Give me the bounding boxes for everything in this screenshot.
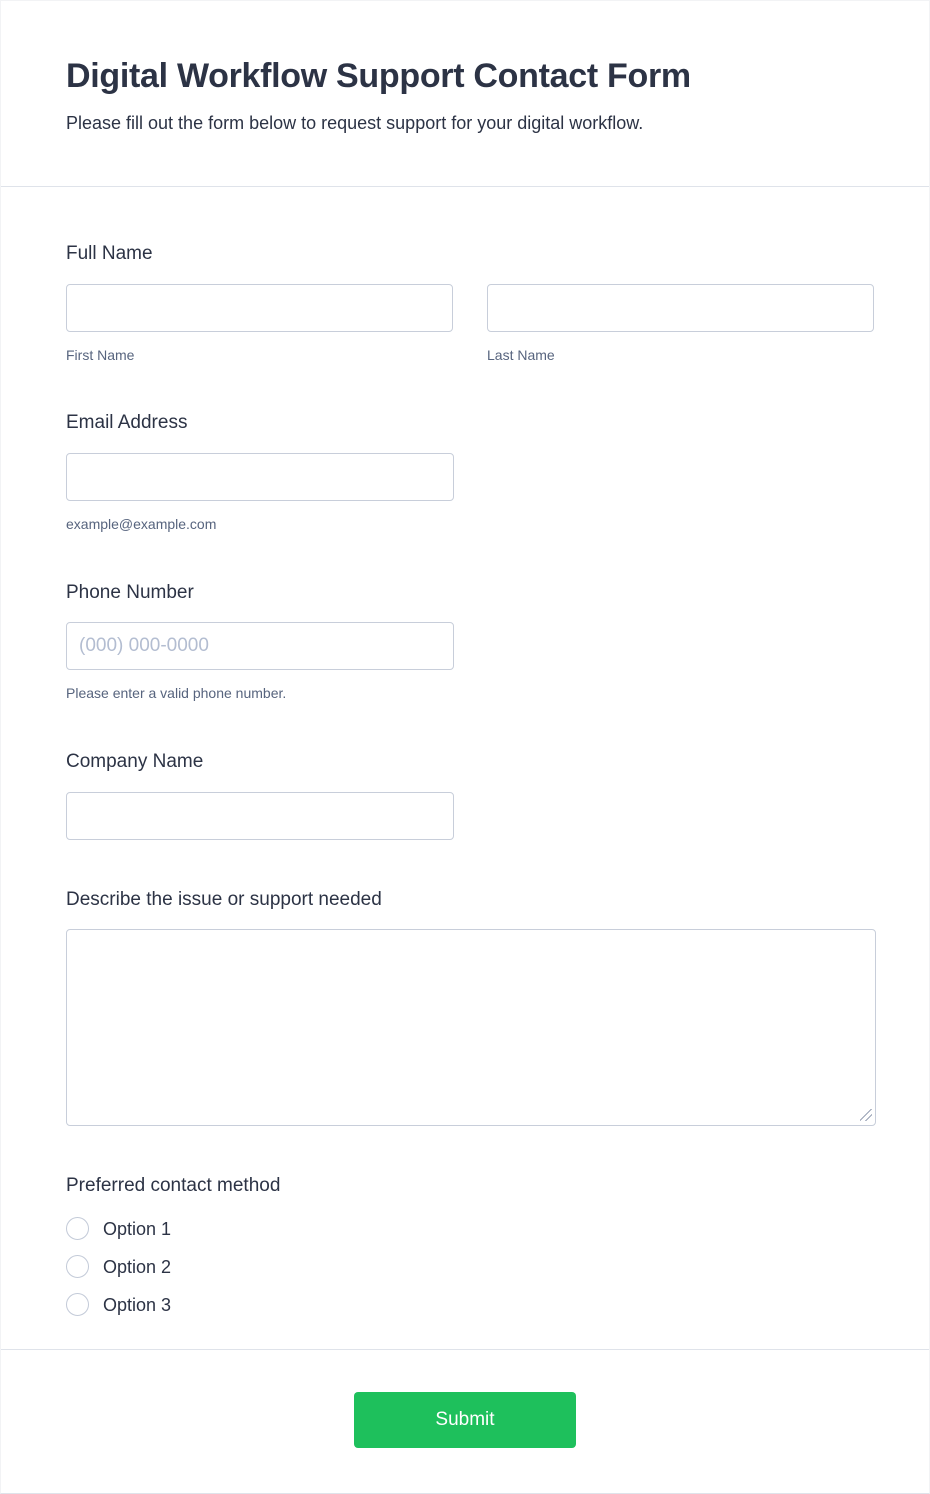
email-label: Email Address	[66, 412, 188, 434]
radio-circle-icon[interactable]	[66, 1255, 89, 1278]
page-subtitle: Please fill out the form below to request support for your digital workflow.	[66, 112, 644, 133]
contact-method-label: Preferred contact method	[66, 1175, 281, 1197]
radio-circle-icon[interactable]	[66, 1217, 89, 1240]
first-name-col	[66, 284, 453, 363]
full-name-row	[66, 284, 874, 363]
radio-option-2-label: Option 2	[103, 1256, 172, 1277]
company-label: Company Name	[66, 750, 204, 772]
form-header	[1, 1, 929, 134]
radio-option-1-label: Option 1	[103, 1218, 172, 1239]
submit-button[interactable]: Submit	[354, 1392, 576, 1448]
phone-input[interactable]	[66, 622, 454, 670]
page-title: Digital Workflow Support Contact Form	[66, 57, 691, 95]
form-body	[1, 187, 929, 1316]
form-footer	[1, 1350, 929, 1448]
last-name-sublabel: Last Name	[487, 347, 555, 364]
issue-label: Describe the issue or support needed	[66, 888, 382, 910]
radio-option-2[interactable]	[66, 1255, 874, 1278]
email-helper: example@example.com	[66, 516, 217, 533]
issue-textarea[interactable]	[66, 929, 876, 1126]
first-name-sublabel: First Name	[66, 347, 135, 364]
field-full-name	[66, 243, 874, 363]
first-name-input[interactable]	[66, 284, 453, 332]
phone-helper: Please enter a valid phone number.	[66, 685, 287, 702]
field-issue	[66, 889, 874, 1127]
field-company	[66, 751, 874, 840]
company-input[interactable]	[66, 792, 454, 840]
full-name-label: Full Name	[66, 243, 153, 265]
radio-option-1[interactable]	[66, 1217, 874, 1240]
email-input[interactable]	[66, 453, 454, 501]
phone-label: Phone Number	[66, 581, 194, 603]
radio-circle-icon[interactable]	[66, 1293, 89, 1316]
field-phone	[66, 582, 874, 702]
field-email	[66, 412, 874, 532]
field-contact-method	[66, 1175, 874, 1316]
radio-option-3-label: Option 3	[103, 1294, 172, 1315]
last-name-col	[487, 284, 874, 363]
last-name-input[interactable]	[487, 284, 874, 332]
radio-option-3[interactable]	[66, 1293, 874, 1316]
issue-textarea-wrap	[66, 929, 876, 1126]
